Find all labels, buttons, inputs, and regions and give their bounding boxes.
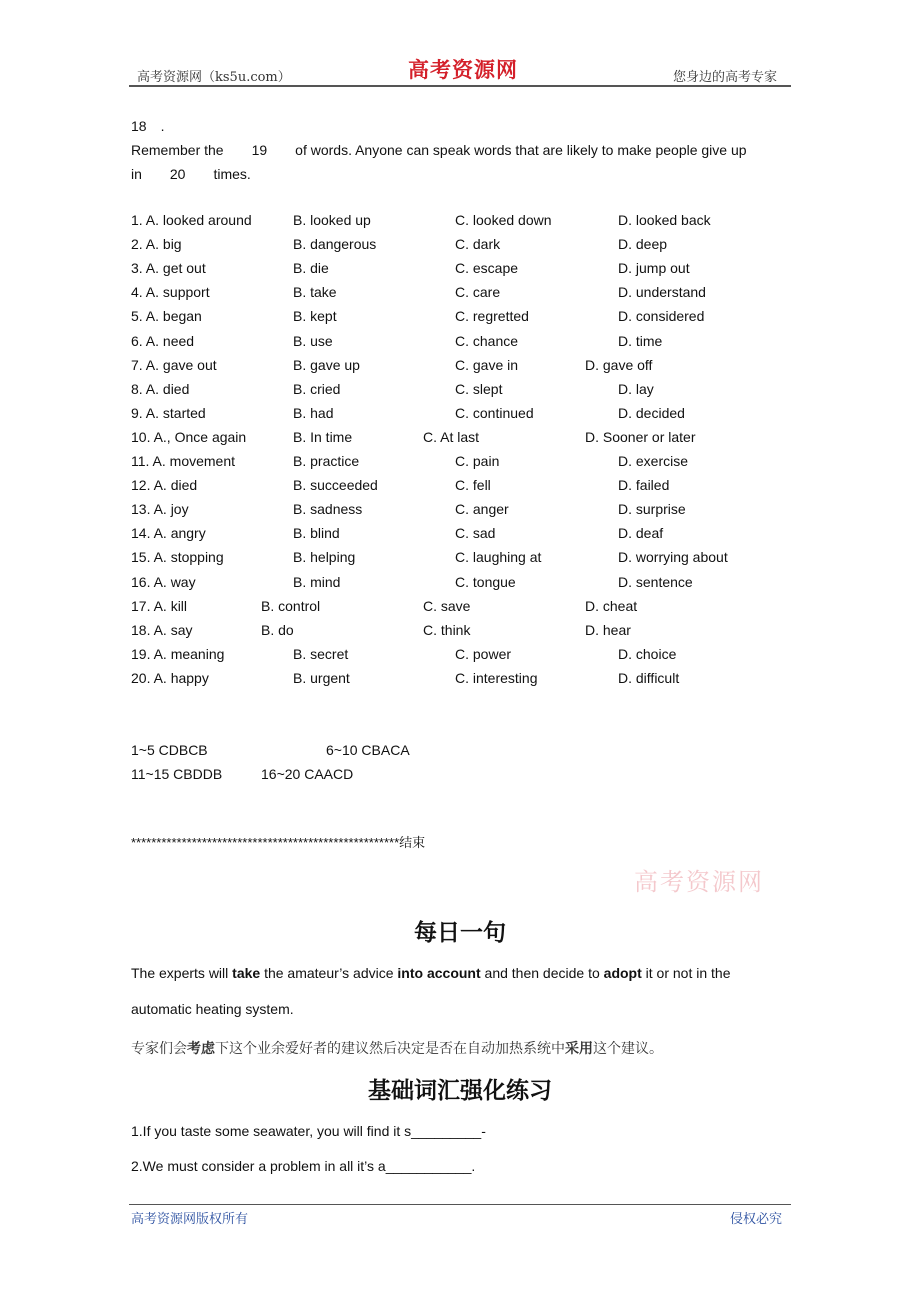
answer-key: 1~5 CDBCB — [131, 742, 208, 758]
option-c: C. anger — [455, 501, 509, 518]
footer-notice: 侵权必究 — [730, 1212, 783, 1227]
option-b: B. die — [293, 260, 329, 277]
option-b: B. cried — [293, 380, 341, 397]
option-b: B. take — [293, 284, 337, 301]
option-b: B. control — [261, 597, 321, 614]
option-d: D. understand — [618, 284, 706, 301]
option-a: 5. A. began — [131, 308, 202, 325]
option-c: C. pain — [455, 453, 500, 469]
option-a: 17. A. kill — [131, 597, 188, 614]
option-d: D. failed — [618, 477, 670, 494]
option-d: D. difficult — [618, 669, 680, 686]
option-c: C. looked down — [455, 212, 552, 228]
option-a: 6. A. need — [131, 332, 195, 349]
option-b: B. dangerous — [293, 236, 377, 253]
daily-sentence-en-cont: automatic heating system. — [131, 1001, 294, 1017]
option-c: C. tongue — [455, 573, 516, 590]
option-b: B. blind — [293, 525, 340, 542]
option-c: C. chance — [455, 332, 519, 349]
option-d: D. time — [618, 332, 663, 349]
option-b: B. mind — [293, 573, 341, 590]
option-c: C. interesting — [455, 669, 538, 686]
option-a: 19. A. meaning — [131, 645, 225, 662]
daily-sentence-en: The experts will take the amateur’s advice into account and then decide to adopt it or not in the — [131, 965, 731, 981]
option-d: D. surprise — [618, 501, 686, 518]
vocab-question: 2.We must consider a problem in all it’s a___________. — [131, 1158, 476, 1174]
option-b: B. practice — [293, 453, 360, 469]
option-c: C. sad — [455, 525, 496, 542]
option-d: D. lay — [618, 380, 654, 397]
option-b: B. kept — [293, 308, 337, 325]
option-c: C. laughing at — [455, 549, 542, 566]
option-d: D. decided — [618, 404, 685, 421]
option-a: 10. A., Once again — [131, 428, 247, 445]
option-c: C. continued — [455, 404, 534, 421]
option-a: 7. A. gave out — [131, 356, 217, 373]
option-d: D. looked back — [618, 212, 711, 228]
option-a: 20. A. happy — [131, 669, 209, 686]
option-a: 16. A. way — [131, 573, 196, 590]
option-d: D. gave off — [585, 356, 653, 373]
option-b: B. urgent — [293, 669, 350, 686]
option-c: C. dark — [455, 236, 501, 253]
option-b: B. do — [261, 621, 294, 638]
header-logo: 高考资源网 — [408, 57, 518, 82]
option-d: D. considered — [618, 308, 705, 325]
option-b: B. In time — [293, 428, 353, 445]
option-b: B. use — [293, 332, 333, 349]
option-d: D. choice — [618, 645, 677, 662]
option-a: 18. A. say — [131, 621, 193, 638]
option-d: D. jump out — [618, 260, 690, 277]
option-a: 8. A. died — [131, 380, 190, 397]
option-c: C. power — [455, 645, 512, 662]
vocab-question: 1.If you taste some seawater, you will find it s_________- — [131, 1123, 486, 1139]
option-b: B. sadness — [293, 501, 363, 518]
vocab-title: 基础词汇强化练习 — [368, 1078, 552, 1104]
option-a: 15. A. stopping — [131, 549, 224, 566]
option-d: D. sentence — [618, 573, 693, 590]
end-line: *****************************************************结束 — [131, 835, 426, 850]
option-a: 4. A. support — [131, 284, 210, 301]
option-c: C. gave in — [455, 356, 519, 373]
option-a: 2. A. big — [131, 236, 182, 253]
option-b: B. looked up — [293, 212, 371, 228]
answer-key: 16~20 CAACD — [261, 766, 354, 782]
option-d: D. deaf — [618, 525, 664, 542]
footer-copyright: 高考资源网版权所有 — [131, 1212, 249, 1227]
header-rule — [129, 85, 791, 87]
option-c: C. At last — [423, 428, 480, 445]
option-c: C. regretted — [455, 308, 529, 325]
option-c: C. think — [423, 621, 471, 638]
option-a: 12. A. died — [131, 477, 198, 494]
option-d: D. cheat — [585, 597, 638, 614]
option-a: 14. A. angry — [131, 525, 206, 542]
answer-key: 6~10 CBACA — [326, 742, 410, 758]
option-b: B. succeeded — [293, 477, 378, 494]
option-d: D. exercise — [618, 453, 689, 469]
daily-sentence-zh: 专家们会考虑下这个业余爱好者的建议然后决定是否在自动加热系统中采用这个建议。 — [131, 1041, 663, 1057]
passage-line: in 20 times. — [131, 166, 251, 182]
option-b: B. gave up — [293, 356, 360, 373]
option-d: D. deep — [618, 236, 668, 253]
header-site-name: 高考资源网（ks5u.com） — [137, 70, 291, 85]
option-c: C. slept — [455, 380, 503, 397]
watermark-logo: 高考资源网 — [634, 868, 764, 896]
option-a: 1. A. looked around — [131, 212, 252, 228]
option-b: B. had — [293, 404, 334, 421]
option-c: C. fell — [455, 477, 491, 494]
option-b: B. secret — [293, 645, 349, 662]
option-d: D. worrying about — [618, 549, 728, 566]
option-d: D. hear — [585, 621, 631, 638]
header-slogan: 您身边的高考专家 — [673, 70, 778, 85]
option-a: 3. A. get out — [131, 260, 206, 277]
option-a: 9. A. started — [131, 404, 206, 421]
passage-line: Remember the 19 of words. Anyone can speak words that are likely to make people give up — [131, 142, 747, 158]
option-a: 13. A. joy — [131, 501, 189, 518]
option-b: B. helping — [293, 549, 356, 566]
footer-rule — [129, 1204, 791, 1205]
option-a: 11. A. movement — [131, 453, 236, 469]
option-c: C. escape — [455, 260, 519, 277]
option-c: C. care — [455, 284, 501, 301]
option-c: C. save — [423, 597, 471, 614]
daily-title: 每日一句 — [414, 920, 506, 946]
answer-key: 11~15 CBDDB — [131, 766, 223, 782]
option-d: D. Sooner or later — [585, 428, 696, 445]
passage-line: 18 . — [131, 118, 165, 134]
